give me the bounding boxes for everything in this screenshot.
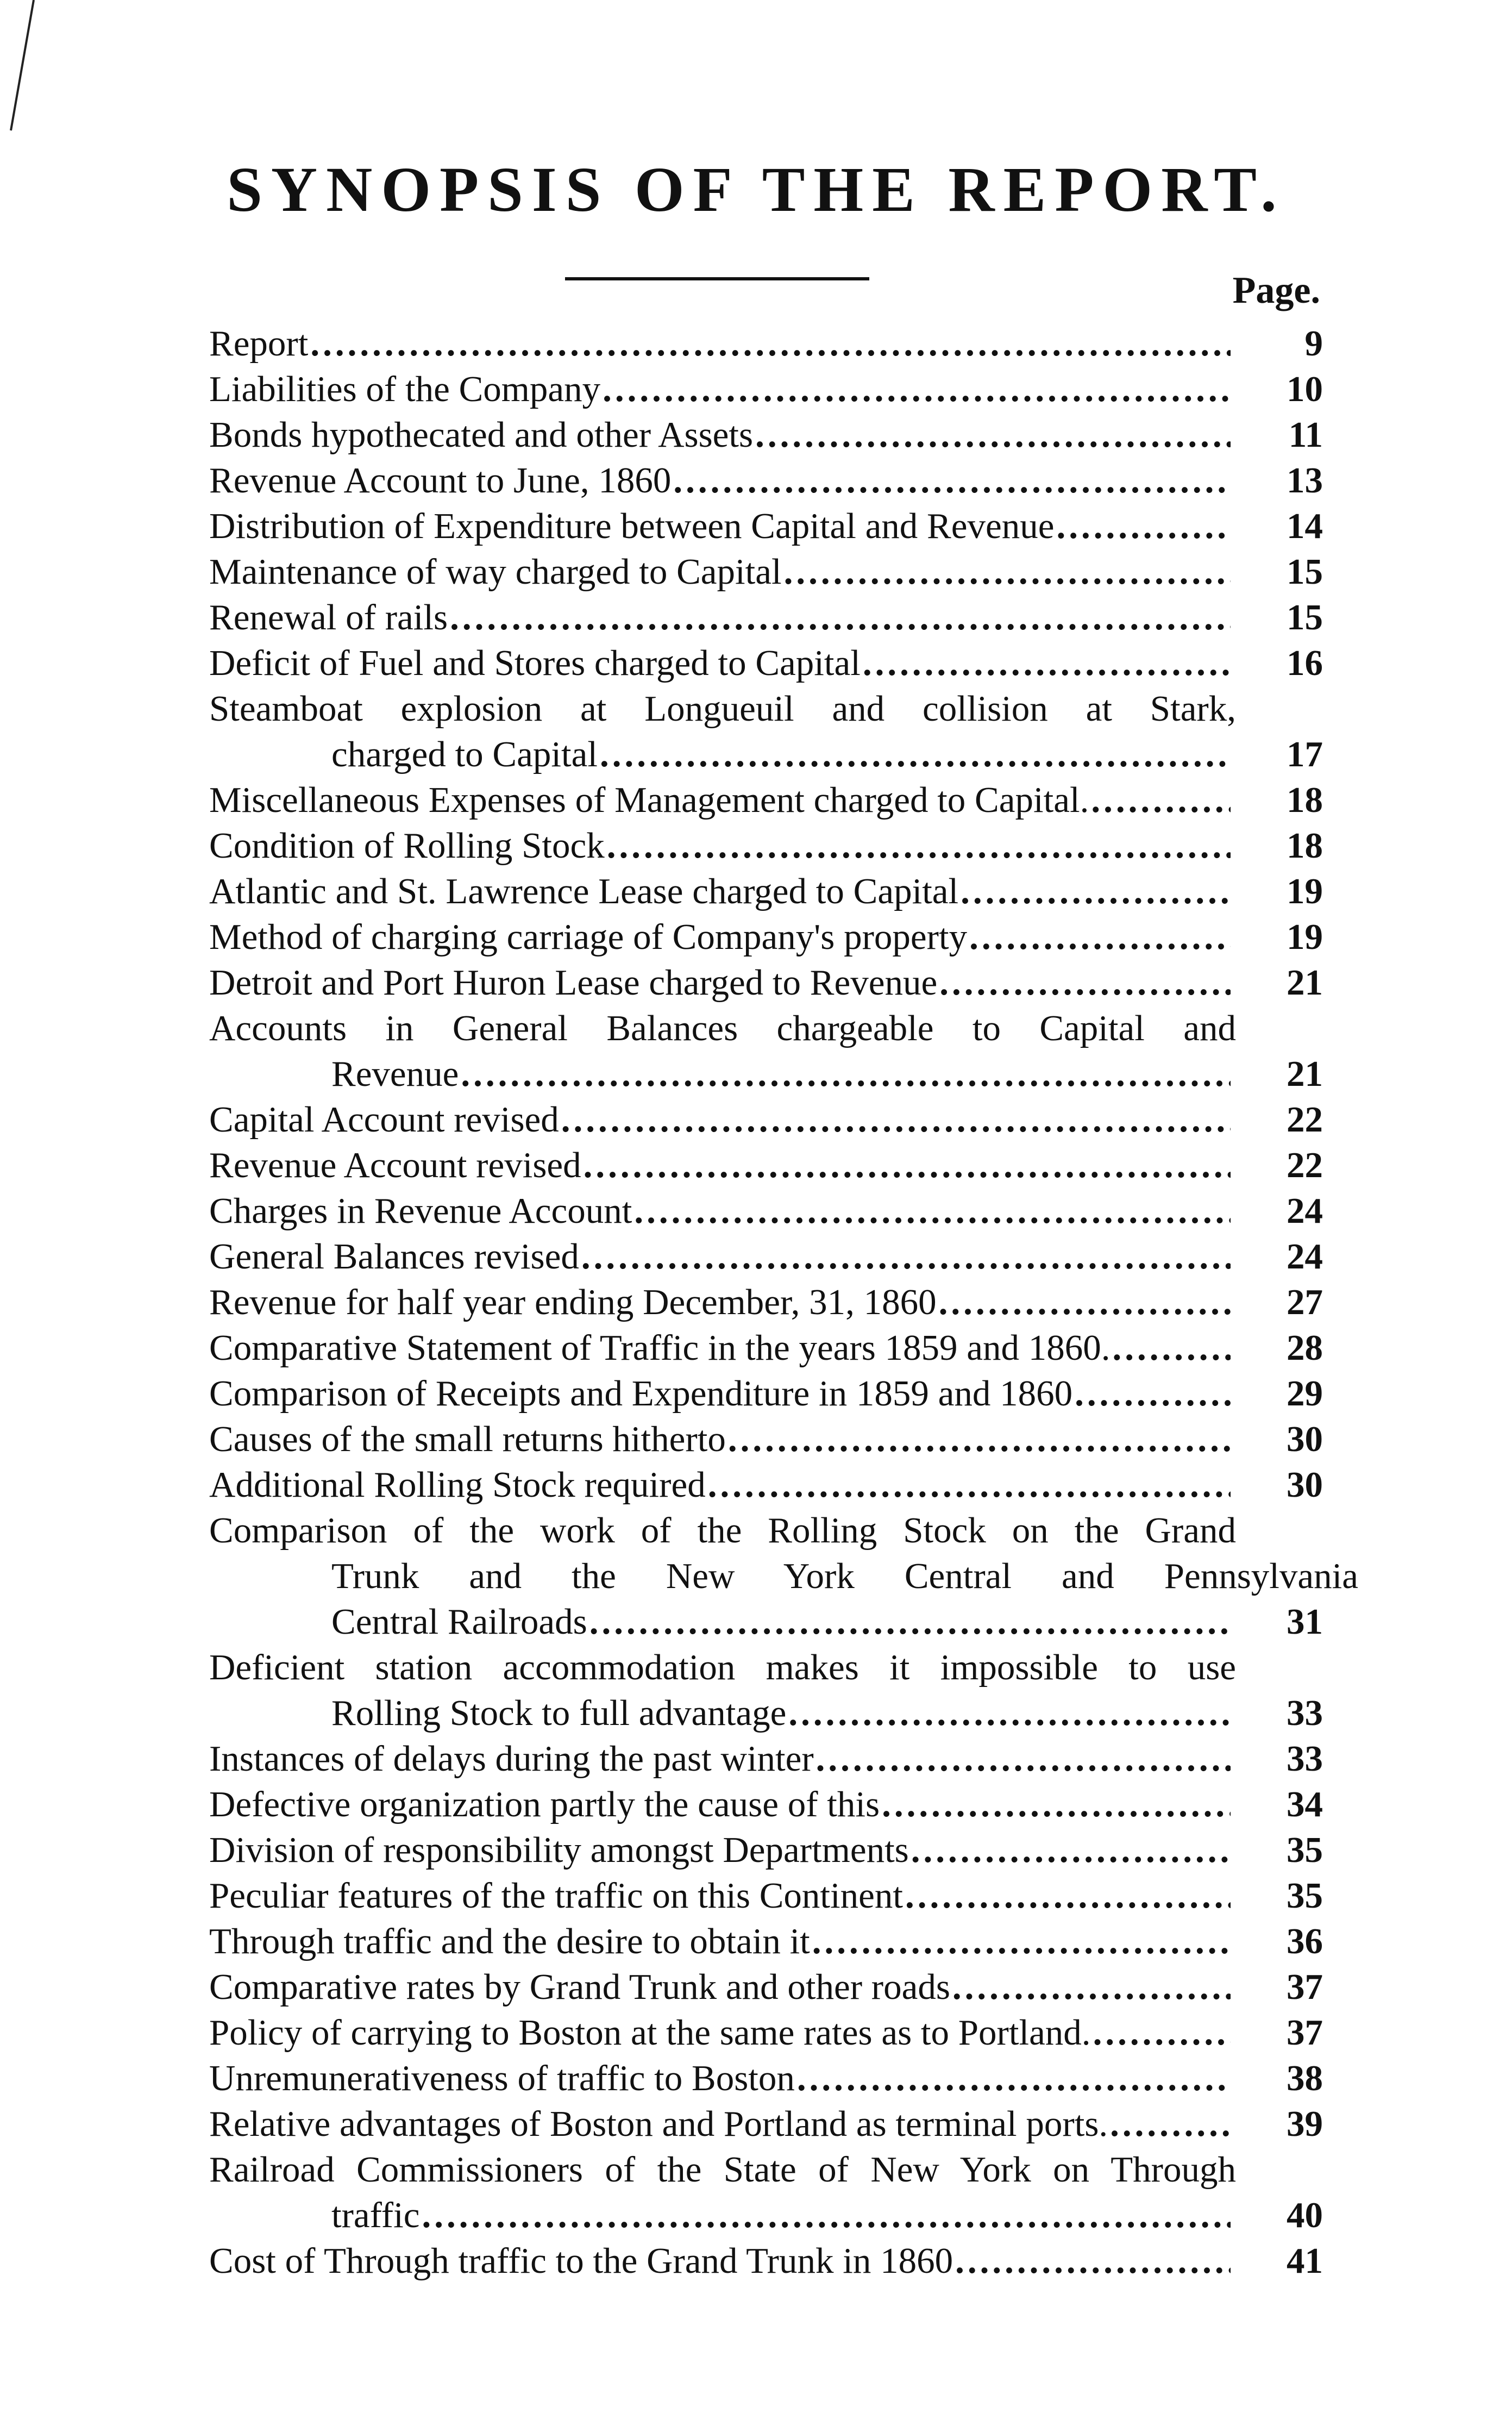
toc-page-number: 36 [1287, 1921, 1323, 1961]
toc-entry-title: Atlantic and St. Lawrence Lease charged to Capital [209, 871, 959, 911]
toc-entry-title: charged to Capital [331, 734, 598, 774]
toc-entry-line [209, 1736, 1323, 1782]
toc-entry-title: Revenue Account to June, 1860 [209, 460, 672, 501]
dot-leader [708, 1462, 1231, 1508]
toc-page-number: 19 [1287, 917, 1323, 957]
toc-entry-title: Relative advantages of Boston and Portland as terminal ports. [209, 2104, 1108, 2144]
toc-entry [209, 503, 1323, 549]
toc-page-number: 33 [1287, 1739, 1323, 1779]
toc-entry-line [209, 1462, 1323, 1508]
dot-leader [784, 549, 1231, 595]
toc-page-number: 15 [1287, 597, 1323, 637]
dot-leader [1093, 2010, 1231, 2055]
toc-entry-title: Trunk and the New York Central and Pennsylvania [331, 1556, 1358, 1596]
toc-entry-continuation [209, 1599, 1323, 1645]
toc-page-number: 11 [1288, 415, 1323, 455]
toc-page-number: 41 [1287, 2241, 1323, 2281]
toc-entry-title: Through traffic and the desire to obtain it [209, 1921, 810, 1961]
toc-page-number: 30 [1287, 1419, 1323, 1459]
toc-entry-title: Renewal of rails [209, 597, 448, 637]
toc-entry [209, 640, 1323, 686]
toc-entry-line [209, 686, 1323, 732]
toc-entry [209, 1462, 1323, 1508]
toc-entry-title: Miscellaneous Expenses of Management charged to Capital. [209, 780, 1089, 820]
toc-entry [209, 1918, 1323, 1964]
toc-entry-title: Causes of the small returns hitherto [209, 1419, 726, 1459]
toc-entry-line [209, 1873, 1323, 1918]
toc-entry-title: Charges in Revenue Account [209, 1191, 632, 1231]
toc-entry-title: Division of responsibility amongst Departments [209, 1830, 909, 1870]
toc-page-number: 31 [1287, 1602, 1323, 1642]
toc-entry [209, 1873, 1323, 1918]
toc-entry-line [209, 2238, 1323, 2284]
dot-leader [673, 458, 1231, 503]
toc-page-number: 28 [1287, 1328, 1323, 1368]
toc-entry-line [209, 1188, 1323, 1234]
toc-entry-continuation [209, 1690, 1323, 1736]
dot-leader [607, 823, 1231, 868]
toc-entry-continuation [209, 732, 1323, 777]
toc-entry-continuation [209, 1553, 1358, 1599]
toc-entry [209, 960, 1323, 1005]
toc-page-number: 22 [1287, 1145, 1323, 1185]
toc-page-number: 17 [1287, 734, 1323, 774]
toc-entry-title: Comparative Statement of Traffic in the years 1859 and 1860. [209, 1328, 1111, 1368]
dot-leader [939, 960, 1231, 1005]
toc-entry-title: Liabilities of the Company [209, 369, 601, 409]
toc-entry-line [209, 595, 1323, 640]
toc-entry [209, 2238, 1323, 2284]
dot-leader [797, 2055, 1231, 2101]
toc-entry-line [209, 960, 1323, 1005]
toc-entry-title: Railroad Commissioners of the State of New York on Through [209, 2149, 1236, 2190]
toc-entry-line [209, 1416, 1323, 1462]
toc-entry-line [209, 1827, 1323, 1873]
toc-page-number: 18 [1287, 826, 1323, 866]
toc-page-number: 16 [1287, 643, 1323, 683]
dot-leader [584, 1142, 1231, 1188]
dot-leader [812, 1918, 1231, 1964]
toc-entry-line [209, 366, 1323, 412]
dot-leader [882, 1782, 1231, 1827]
toc-entry [209, 595, 1323, 640]
toc-page-number: 15 [1287, 552, 1323, 592]
dot-leader [422, 2192, 1231, 2238]
toc-entry-line [209, 1142, 1323, 1188]
toc-page-number: 18 [1287, 780, 1323, 820]
toc-entry-title: Bonds hypothecated and other Assets [209, 415, 754, 455]
title-rule [565, 277, 869, 280]
toc-entry-line [209, 1645, 1323, 1690]
toc-entry [209, 366, 1323, 412]
toc-entry-title: traffic [331, 2195, 420, 2235]
toc-entry-title: Deficient station accommodation makes it impossible to use [209, 1647, 1236, 1687]
toc-entry [209, 1005, 1323, 1097]
toc-page-number: 39 [1287, 2104, 1323, 2144]
toc-page-number: 27 [1287, 1282, 1323, 1322]
toc-entry-line [209, 823, 1323, 868]
toc-entry-title: Capital Account revised [209, 1099, 559, 1140]
dot-leader [1110, 2101, 1231, 2147]
toc-page-number: 13 [1287, 460, 1323, 501]
toc-entry-line [209, 1325, 1323, 1371]
dot-leader [600, 732, 1231, 777]
dot-leader [911, 1827, 1231, 1873]
dot-leader [1091, 777, 1231, 823]
toc-entry-line [209, 868, 1323, 914]
dot-leader [755, 412, 1231, 458]
dot-leader [561, 1097, 1231, 1142]
toc-entry [209, 412, 1323, 458]
toc-entry-title: Deficit of Fuel and Stores charged to Capital [209, 643, 861, 683]
toc-entry-title: Maintenance of way charged to Capital [209, 552, 782, 592]
toc-entry-title: Unremunerativeness of traffic to Boston [209, 2058, 795, 2098]
toc-entry-line [209, 2147, 1323, 2192]
toc-entry-title: Revenue for half year ending December, 31, 1860 [209, 1282, 937, 1322]
toc-entry [209, 1645, 1323, 1736]
toc-page-number: 10 [1287, 369, 1323, 409]
toc-entry-title: Policy of carrying to Boston at the same rates as to Portland. [209, 2012, 1091, 2053]
toc-entry [209, 823, 1323, 868]
toc-entry [209, 1827, 1323, 1873]
dot-leader [939, 1279, 1231, 1325]
toc-entry-title: Steamboat explosion at Longueuil and collision at Stark, [209, 689, 1236, 729]
dot-leader [728, 1416, 1231, 1462]
dot-leader [603, 366, 1231, 412]
toc-page-number: 37 [1287, 2012, 1323, 2053]
toc-entry-title: Comparison of Receipts and Expenditure in 1859 and 1860 [209, 1373, 1073, 1414]
dot-leader [310, 321, 1231, 366]
toc-entry-line [209, 1508, 1323, 1553]
toc-entry-line [209, 549, 1323, 595]
toc-entry-line [209, 1964, 1323, 2010]
toc-page-number: 24 [1287, 1236, 1323, 1277]
toc-entry [209, 321, 1323, 366]
table-of-contents [209, 321, 1358, 2284]
toc-page-number: 24 [1287, 1191, 1323, 1231]
toc-entry-title: Peculiar features of the traffic on this Continent [209, 1876, 903, 1916]
dot-leader [969, 914, 1231, 960]
toc-page-number: 37 [1287, 1967, 1323, 2007]
toc-entry-title: Cost of Through traffic to the Grand Trunk in 1860 [209, 2241, 953, 2281]
toc-page-number: 35 [1287, 1876, 1323, 1916]
toc-entry-line [209, 2055, 1323, 2101]
dot-leader [589, 1599, 1231, 1645]
toc-entry-title: Central Railroads [331, 1602, 587, 1642]
toc-entry-line [209, 1918, 1323, 1964]
page-title: SYNOPSIS OF THE REPORT. [227, 154, 1285, 225]
toc-entry-title: Revenue [331, 1054, 459, 1094]
toc-entry-continuation [209, 2192, 1323, 2238]
toc-page-number: 21 [1287, 962, 1323, 1003]
toc-page-number: 35 [1287, 1830, 1323, 1870]
toc-entry [209, 1508, 1358, 1645]
toc-entry-line [209, 503, 1323, 549]
toc-entry [209, 1142, 1323, 1188]
toc-entry [209, 1736, 1323, 1782]
page-column-header: Page. [1232, 270, 1320, 311]
toc-entry-line [209, 1782, 1323, 1827]
toc-entry-title: Accounts in General Balances chargeable to Capital and [209, 1008, 1236, 1048]
toc-entry-title: Instances of delays during the past winter [209, 1739, 814, 1779]
toc-entry [209, 1416, 1323, 1462]
toc-page-number: 14 [1287, 506, 1323, 546]
toc-entry-line [209, 458, 1323, 503]
toc-entry-title: Distribution of Expenditure between Capital and Revenue [209, 506, 1055, 546]
toc-entry-line [209, 1371, 1323, 1416]
toc-page-number: 19 [1287, 871, 1323, 911]
dot-leader [961, 868, 1231, 914]
toc-page-number: 34 [1287, 1784, 1323, 1824]
dot-leader [1113, 1325, 1231, 1371]
toc-entry-title: Condition of Rolling Stock [209, 826, 605, 866]
toc-entry-line [209, 412, 1323, 458]
dot-leader [450, 595, 1231, 640]
toc-entry [209, 1964, 1323, 2010]
dot-leader [581, 1234, 1231, 1279]
dot-leader [952, 1964, 1231, 2010]
toc-entry-line [209, 1279, 1323, 1325]
toc-page-number: 33 [1287, 1693, 1323, 1733]
toc-entry-title: Detroit and Port Huron Lease charged to Revenue [209, 962, 938, 1003]
dot-leader [905, 1873, 1231, 1918]
toc-entry-title: Report [209, 323, 309, 364]
toc-page-number: 30 [1287, 1465, 1323, 1505]
toc-page-number: 40 [1287, 2195, 1323, 2235]
toc-page-number: 22 [1287, 1099, 1323, 1140]
toc-entry [209, 1371, 1323, 1416]
toc-entry [209, 868, 1323, 914]
toc-entry-line [209, 1097, 1323, 1142]
toc-entry [209, 1782, 1323, 1827]
toc-entry-continuation [209, 1051, 1323, 1097]
toc-entry-title: Revenue Account revised [209, 1145, 581, 1185]
dot-leader [816, 1736, 1231, 1782]
toc-entry-title: Rolling Stock to full advantage [331, 1693, 787, 1733]
toc-page-number: 29 [1287, 1373, 1323, 1414]
toc-entry [209, 2101, 1323, 2147]
dot-leader [634, 1188, 1231, 1234]
toc-entry-title: Comparative rates by Grand Trunk and other roads [209, 1967, 950, 2007]
toc-entry-line [209, 1005, 1323, 1051]
dot-leader [863, 640, 1231, 686]
toc-entry [209, 1325, 1323, 1371]
dot-leader [788, 1690, 1231, 1736]
toc-entry-title: Comparison of the work of the Rolling Stock on the Grand [209, 1510, 1236, 1551]
dot-leader [955, 2238, 1231, 2284]
toc-entry [209, 549, 1323, 595]
toc-page-number: 21 [1287, 1054, 1323, 1094]
toc-entry [209, 914, 1323, 960]
toc-entry [209, 777, 1323, 823]
toc-entry [209, 2010, 1323, 2055]
dot-leader [1056, 503, 1231, 549]
toc-entry [209, 458, 1323, 503]
toc-entry [209, 686, 1323, 777]
dot-leader [461, 1051, 1231, 1097]
toc-entry [209, 1279, 1323, 1325]
toc-entry-line [209, 2010, 1323, 2055]
toc-entry [209, 1234, 1323, 1279]
toc-entry-title: Method of charging carriage of Company's property [209, 917, 968, 957]
toc-entry-line [209, 1234, 1323, 1279]
margin-pencil-mark [7, 0, 39, 136]
toc-entry-title: General Balances revised [209, 1236, 579, 1277]
toc-entry-title: Defective organization partly the cause of this [209, 1784, 880, 1824]
toc-entry [209, 1188, 1323, 1234]
toc-entry [209, 2147, 1323, 2238]
toc-page-number: 38 [1287, 2058, 1323, 2098]
toc-entry-line [209, 777, 1323, 823]
toc-page-number: 9 [1304, 323, 1323, 364]
toc-entry-line [209, 321, 1323, 366]
toc-entry [209, 2055, 1323, 2101]
toc-entry-title: Additional Rolling Stock required [209, 1465, 706, 1505]
toc-entry-line [209, 2101, 1323, 2147]
toc-entry-line [209, 640, 1323, 686]
toc-entry-line [209, 914, 1323, 960]
toc-entry [209, 1097, 1323, 1142]
dot-leader [1075, 1371, 1231, 1416]
